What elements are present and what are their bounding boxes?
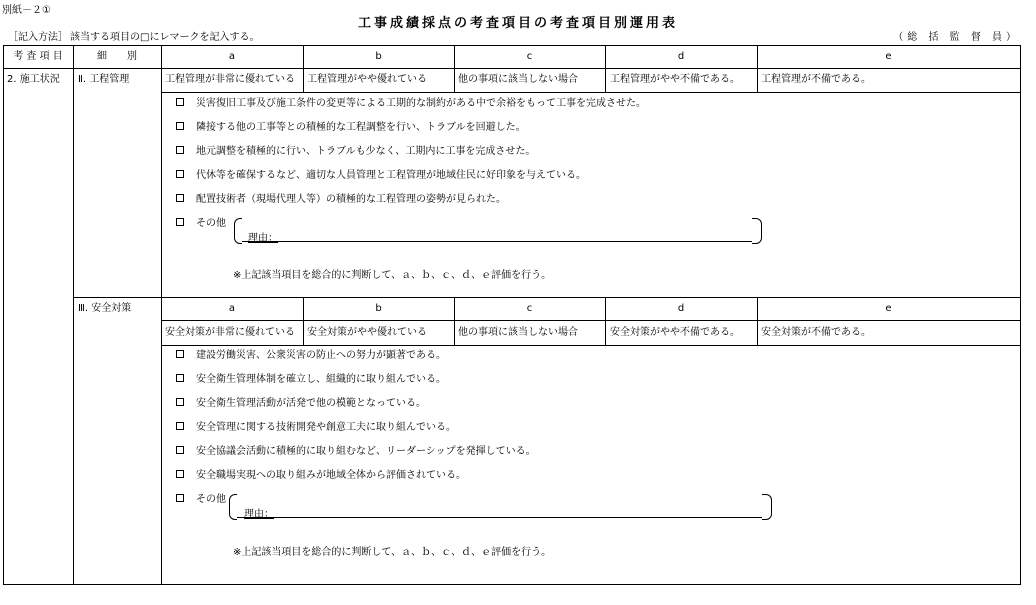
checkbox[interactable] — [176, 122, 184, 130]
check-item[interactable] — [176, 122, 526, 134]
check-label: 安全管理に関する技術開発や創意工夫に取り組んでいる。 — [196, 422, 456, 433]
check-item-other[interactable] — [176, 218, 226, 230]
check-label: 安全衛生管理体制を確立し、組織的に取り組んでいる。 — [196, 374, 446, 385]
page-title: 工事成績採点の考査項目の考査項目別運用表 — [357, 16, 678, 31]
reason-label: 理由： — [248, 233, 278, 244]
check-item-other[interactable] — [176, 494, 226, 506]
checkbox[interactable] — [176, 350, 184, 358]
check-item[interactable] — [176, 422, 456, 434]
check-item[interactable] — [176, 470, 466, 482]
header-grade-d: d — [677, 51, 685, 62]
check-item[interactable] — [176, 98, 646, 110]
grade-text-c: 他の事項に該当しない場合 — [458, 74, 578, 85]
header-grade-c: c — [526, 51, 533, 62]
checkbox[interactable] — [176, 470, 184, 478]
checkbox[interactable] — [176, 398, 184, 406]
reason-label: 理由： — [244, 509, 274, 520]
check-item[interactable] — [176, 170, 586, 182]
check-label: 安全協議会活動に積極的に取り組むなど、リーダーシップを発揮している。 — [196, 446, 536, 457]
checkbox[interactable] — [176, 422, 184, 430]
header-grade-c: c — [526, 303, 533, 314]
form-id: 別紙－２① — [2, 5, 51, 16]
check-item[interactable] — [176, 194, 506, 206]
check-label: 災害復旧工事及び施工条件の変更等による工期的な制約がある中で余裕をもって工事を完成させた。 — [196, 98, 646, 109]
check-label: 隣接する他の工事等との積極的な工程調整を行い、トラブルを回避した。 — [196, 122, 526, 133]
header-grade-b: b — [375, 51, 382, 62]
checkbox[interactable] — [176, 446, 184, 454]
check-item[interactable] — [176, 146, 535, 158]
check-label: 地元調整を積極的に行い、トラブルも少なく、工期内に工事を完成させた。 — [196, 146, 536, 157]
grade-text-d: 工程管理がやや不備である。 — [610, 74, 740, 85]
evaluation-note: ※上記該当項目を総合的に判断して、ａ、ｂ、ｃ、ｄ、ｅ評価を行う。 — [233, 270, 552, 281]
grade-text-d: 安全対策がやや不備である。 — [610, 327, 740, 338]
header-grade-d: d — [677, 303, 685, 314]
check-label: 建設労働災害、公衆災害の防止への努力が顕著である。 — [196, 350, 446, 361]
check-item[interactable] — [176, 446, 536, 458]
header-detail: 細 別 — [97, 51, 137, 62]
header-grade-a: a — [228, 51, 236, 62]
header-grade-b: b — [375, 303, 382, 314]
grade-text-c: 他の事項に該当しない場合 — [458, 327, 578, 338]
grade-text-e: 安全対策が不備である。 — [761, 327, 871, 338]
item-label: 2. 施工状況 — [7, 74, 60, 85]
role-label: （総 括 監 督 員） — [893, 32, 1020, 43]
grade-text-a: 工程管理が非常に優れている — [165, 74, 295, 85]
header-grade-e: e — [885, 303, 892, 314]
grade-text-e: 工程管理が不備である。 — [761, 74, 871, 85]
check-label: 配置技術者（現場代理人等）の積極的な工程管理の姿勢が見られた。 — [196, 194, 506, 205]
checkbox[interactable] — [176, 146, 184, 154]
other-label: その他 — [196, 218, 226, 229]
checkbox[interactable] — [176, 494, 184, 502]
check-item[interactable] — [176, 398, 426, 410]
header-grade-e: e — [885, 51, 892, 62]
instruction-text: 該当する項目の□にレマークを記入する。 — [70, 32, 260, 43]
grade-text-b: 安全対策がやや優れている — [307, 327, 427, 338]
check-label: 安全職場実現への取り組みが地域全体から評価されている。 — [196, 470, 466, 481]
section-name: Ⅱ. 工程管理 — [78, 74, 130, 85]
check-item[interactable] — [176, 374, 446, 386]
checkbox[interactable] — [176, 194, 184, 202]
checkbox[interactable] — [176, 374, 184, 382]
check-label: 安全衛生管理活動が活発で他の模範となっている。 — [196, 398, 426, 409]
section-name: Ⅲ. 安全対策 — [78, 303, 132, 314]
checkbox[interactable] — [176, 98, 184, 106]
header-grade-a: a — [228, 303, 236, 314]
grade-text-b: 工程管理がやや優れている — [307, 74, 427, 85]
check-item[interactable] — [176, 350, 446, 362]
check-label: 代休等を確保するなど、適切な人員管理と工程管理が地域住民に好印象を与えている。 — [196, 170, 586, 181]
checkbox[interactable] — [176, 218, 184, 226]
checkbox[interactable] — [176, 170, 184, 178]
header-item: 考 査 項 目 — [13, 51, 63, 62]
other-label: その他 — [196, 494, 226, 505]
instruction-label: ［記入方法］ — [8, 32, 68, 43]
grade-text-a: 安全対策が非常に優れている — [165, 327, 295, 338]
evaluation-note: ※上記該当項目を総合的に判断して、ａ、ｂ、ｃ、ｄ、ｅ評価を行う。 — [233, 547, 552, 558]
